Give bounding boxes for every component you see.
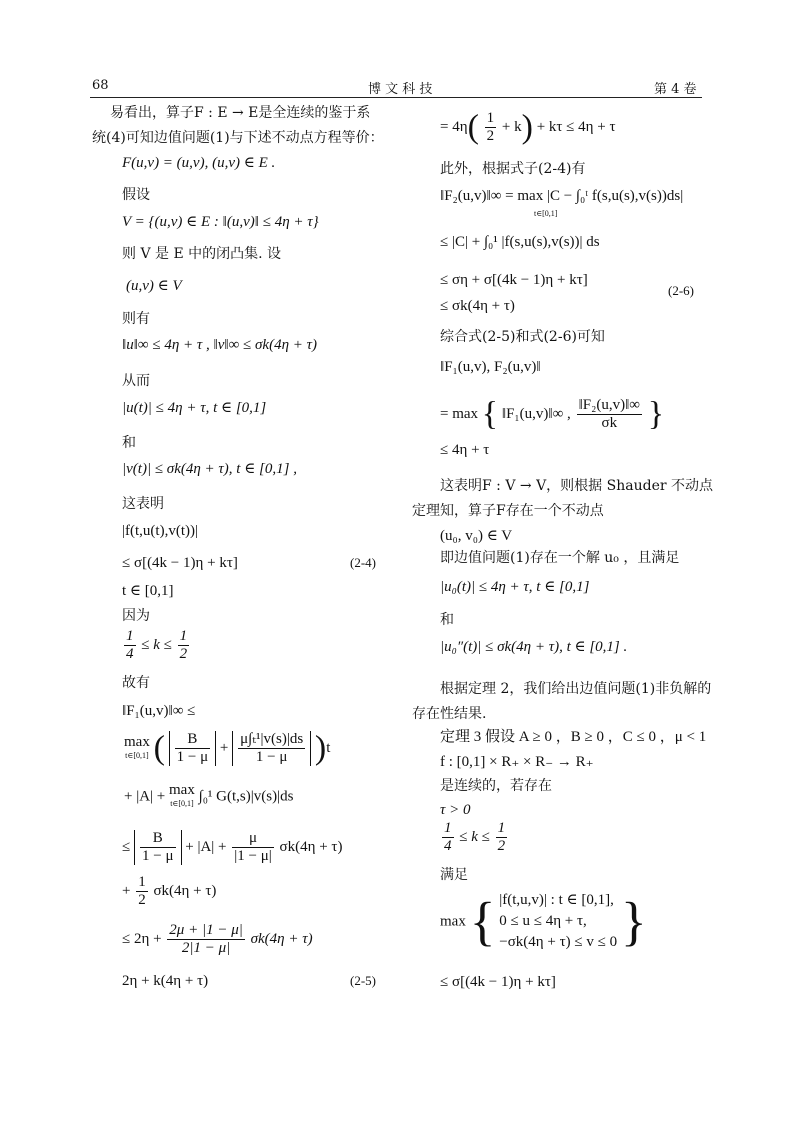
header-rule: [90, 97, 702, 98]
because-label: 因为: [122, 608, 150, 624]
schauder-line-2: 定理知，算子F存在一个不动点: [412, 503, 604, 519]
therefore-label: 故有: [122, 675, 150, 691]
fixed-point-equation: F(u,v) = (u,v), (u,v) ∈ E .: [122, 155, 276, 171]
journal-title: 博 文 科 技: [368, 82, 433, 97]
eq24-line-3: t ∈ [0,1]: [122, 583, 174, 599]
theorem-3-statement: 定理 3 假设 A ≥ 0 ，B ≥ 0 ，C ≤ 0 ，μ < 1: [440, 729, 707, 745]
volume-label: 第 4 卷: [654, 82, 697, 97]
le-final-line: ≤ 4η + τ: [440, 442, 490, 458]
this-shows-label: 这表明: [122, 496, 164, 512]
hence-label: 从而: [122, 373, 150, 389]
k-range: $\frac{1}{4}$ ≤ k ≤ $\frac{1}{2}$: [126, 628, 188, 662]
closed-convex-text: 则 V 是 E 中的闭凸集. 设: [122, 246, 282, 262]
eq25-line-2: max t∈[0,1] ( $\frac{B}{1 - \mu}$ + $\frac{\text{μ∫ₜ¹|v(s)|ds}}{1 - \mu}$ )t: [124, 729, 331, 767]
eq25-line-1: ‖F₁(u,v)‖∞ ≤: [122, 703, 196, 719]
by-theorem-2-line-1: 根据定理 2，我们给出边值问题(1)非负解的: [440, 681, 712, 697]
u-bound: |u(t)| ≤ 4η + τ, t ∈ [0,1]: [122, 400, 267, 416]
k-range-2: $\frac{1}{4}$ ≤ k ≤ $\frac{1}{2}$: [444, 820, 506, 854]
v-bound: |v(t)| ≤ σk(4η + τ), t ∈ [0,1] ,: [122, 461, 297, 477]
eq24-line-1: |f(t,u(t),v(t))|: [122, 523, 198, 539]
eq25-line-4: ≤ $\frac{B}{1 - \mu}$ + |A| + $\frac{\mu}{|1 - \mu|}$ σk(4η + τ): [122, 830, 343, 864]
continuous-text: 是连续的，若存在: [440, 778, 552, 794]
max-pair-line: = max { ‖F₁(u,v)‖∞ , $\frac{\text{‖F₂(u,v)‖∞}}{\sigma k}$ }: [440, 395, 665, 433]
intro-line-2: 统(4)可知边值问题(1)与下述不动点方程等价：: [92, 130, 384, 146]
by-theorem-2-line-2: 存在性结果.: [412, 706, 487, 722]
satisfy-label: 满足: [440, 867, 468, 883]
eq24-line-2: ≤ σ[(4k − 1)η + kτ]: [122, 555, 238, 571]
eq25-line-5: + $\frac{1}{2}$ σk(4η + τ): [122, 874, 217, 908]
tau-positive: τ > 0: [440, 802, 471, 818]
set-V-definition: V = {(u,v) ∈ E : ‖(u,v)‖ ≤ 4η + τ}: [122, 214, 319, 230]
equation-number-2-4: (2-4): [350, 555, 376, 570]
and-label-2: 和: [440, 612, 454, 628]
combine-text: 综合式(2-5)和式(2-6)可知: [440, 329, 605, 345]
u0-bound: |u₀(t)| ≤ 4η + τ, t ∈ [0,1]: [440, 579, 590, 595]
eq25-continued: = 4η( $\frac{1}{2}$ + k) + kτ ≤ 4η + τ: [440, 108, 616, 146]
u0pp-bound: |u₀″(t)| ≤ σk(4η + τ), t ∈ [0,1] .: [440, 639, 628, 655]
last-bound: ≤ σ[(4k − 1)η + kτ]: [440, 974, 556, 990]
le-sigma-line-1: ≤ ση + σ[(4k − 1)η + kτ]: [440, 272, 588, 288]
f-mapping: f : [0,1] × R₊ × R₋ → R₊: [440, 754, 594, 770]
besides-text: 此外，根据式子(2-4)有: [440, 161, 586, 177]
and-label-1: 和: [122, 435, 136, 451]
intro-line-1: 易看出，算子F : E → E是全连续的鉴于系: [110, 105, 371, 121]
pair-norm: ‖F₁(u,v), F₂(u,v)‖: [440, 359, 541, 375]
equation-number-2-6: (2-6): [668, 283, 694, 298]
then-label: 则有: [122, 311, 150, 327]
solution-text: 即边值问题(1)存在一个解 u₀ ，且满足: [440, 550, 680, 566]
F2-norm-line: ‖F₂(u,v)‖∞ = max |C − ∫₀ᵗ f(s,u(s),v(s))ds| t∈[0,1]: [440, 186, 683, 206]
eq25-line-7: 2η + k(4η + τ): [122, 973, 209, 989]
page-number: 68: [92, 78, 109, 93]
schauder-line-1: 这表明F : V → V，则根据 Shauder 不动点: [440, 478, 713, 494]
element-in-V: (u,v) ∈ V: [126, 278, 182, 294]
fixed-point-pair: (u₀, v₀) ∈ V: [440, 528, 513, 544]
norm-bounds: ‖u‖∞ ≤ 4η + τ , ‖v‖∞ ≤ σk(4η + τ): [122, 337, 318, 353]
eq25-line-3: + |A| + max t∈[0,1] ∫₀¹ G(t,s)|v(s)|ds: [124, 782, 294, 808]
assume-label: 假设: [122, 187, 150, 203]
equation-number-2-5: (2-5): [350, 973, 376, 988]
F2-max-subscript: t∈[0,1]: [534, 209, 558, 218]
le-sigma-line-2: ≤ σk(4η + τ): [440, 298, 515, 314]
le-C-line: ≤ |C| + ∫₀¹ |f(s,u(s),v(s))| ds: [440, 234, 600, 250]
max-condition: max { |f(t,u,v)| : t ∈ [0,1], 0 ≤ u ≤ 4η + τ, −σk(4η + τ) ≤ v ≤ 0 }: [440, 891, 647, 952]
eq25-line-6: ≤ 2η + $\frac{2\mu + |1 - \mu|}{2|1 - \mu|}$ σk(4η + τ): [122, 922, 313, 956]
